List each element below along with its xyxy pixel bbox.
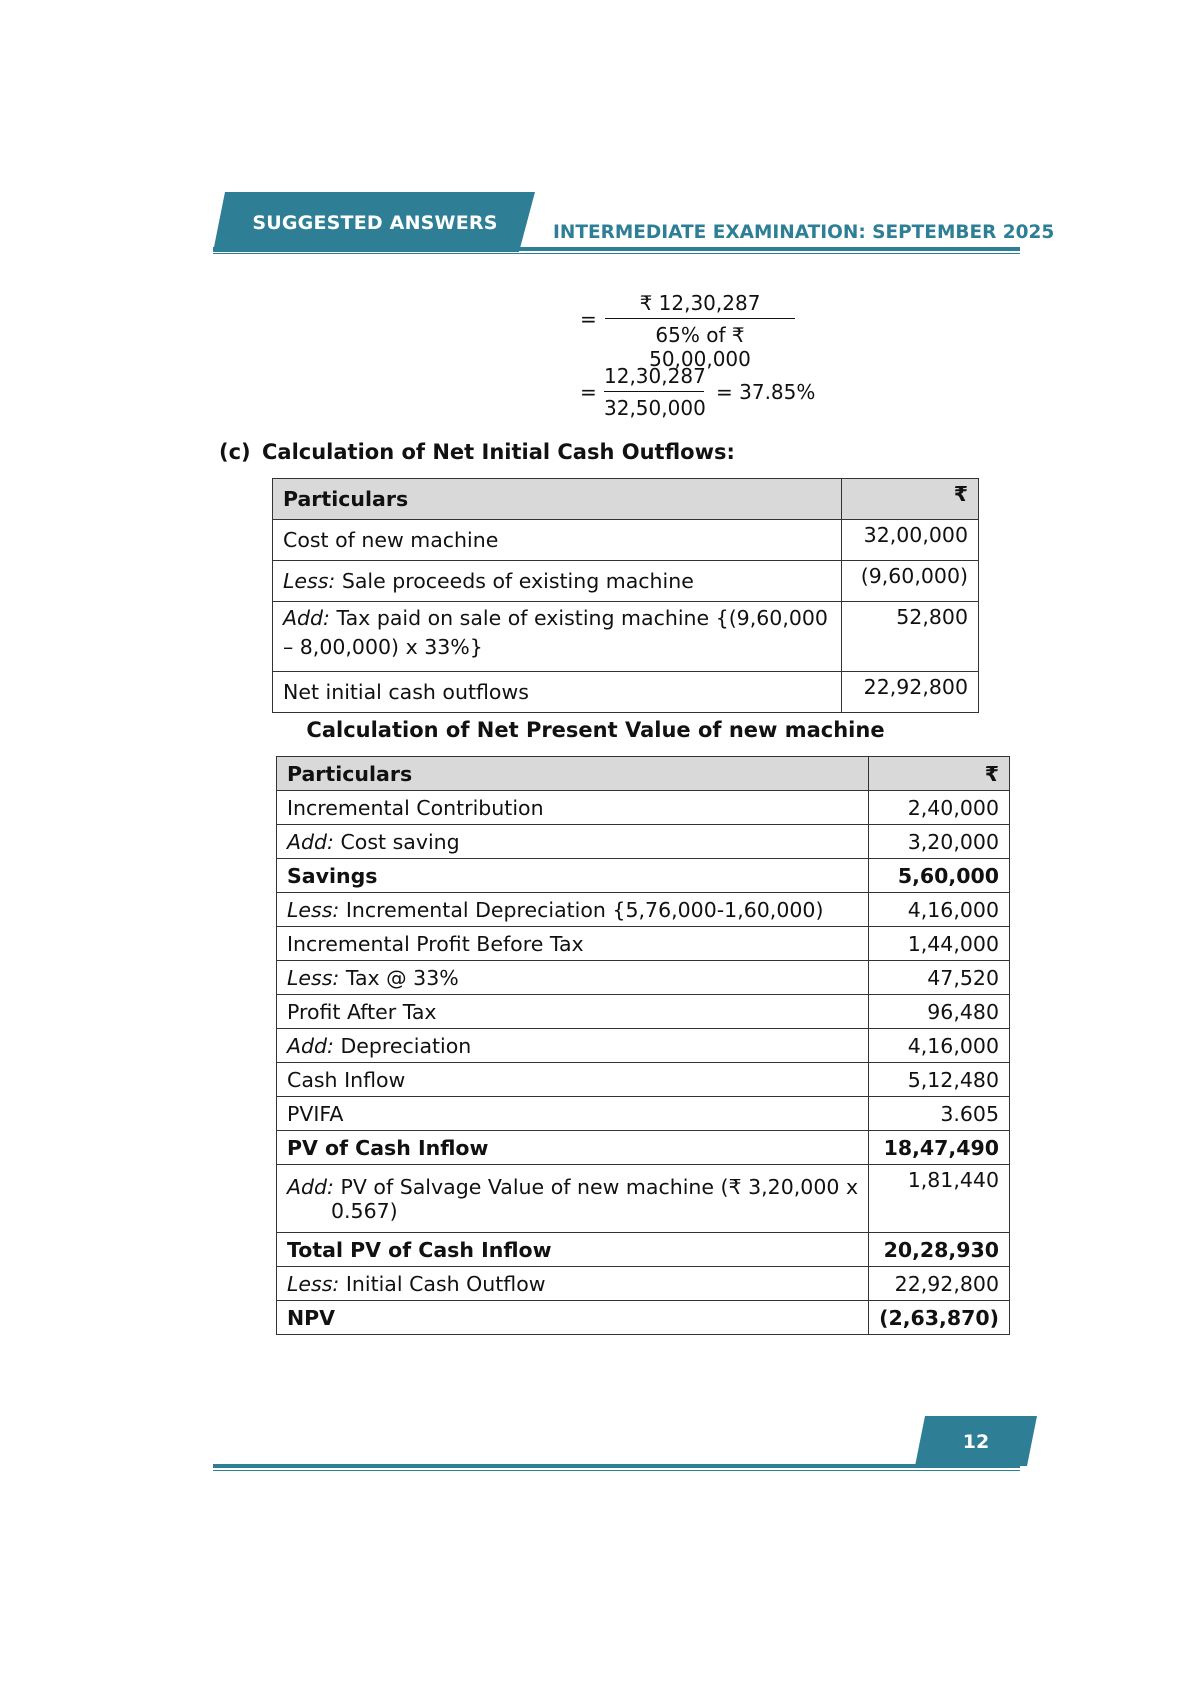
- row-particular: Add: Tax paid on sale of existing machine {(9,60,000 – 8,00,000) x 33%}: [273, 602, 842, 672]
- table-row: [277, 1233, 1010, 1267]
- row-particular: Add: Cost saving: [277, 825, 869, 859]
- table-row: [277, 1131, 1010, 1165]
- header-particulars: Particulars: [273, 479, 842, 520]
- row-particular: Add: Depreciation: [277, 1029, 869, 1063]
- row-amount: 96,480: [869, 995, 1010, 1029]
- row-amount: 5,12,480: [869, 1063, 1010, 1097]
- table-row: [277, 1029, 1010, 1063]
- row-amount: 52,800: [842, 602, 979, 672]
- fraction-2-denominator: 32,50,000: [604, 396, 706, 420]
- table-row: [273, 561, 979, 602]
- table-row: [277, 1097, 1010, 1131]
- row-particular: Cost of new machine: [273, 520, 842, 561]
- table-row: [273, 602, 979, 672]
- footer-rule-thin: [213, 1470, 1020, 1471]
- row-amount: 3.605: [869, 1097, 1010, 1131]
- header-tab-label: SUGGESTED ANSWERS: [252, 212, 498, 234]
- row-particular: PV of Cash Inflow: [277, 1131, 869, 1165]
- row-particular: Add: PV of Salvage Value of new machine (₹ 3,20,000 x 0.567): [277, 1165, 869, 1233]
- row-particular: Incremental Contribution: [277, 791, 869, 825]
- section-c-title: Calculation of Net Initial Cash Outflows:: [262, 440, 735, 464]
- table-row: [277, 893, 1010, 927]
- header-particulars: Particulars: [277, 757, 869, 791]
- table-row: [277, 1301, 1010, 1335]
- row-particular: Less: Initial Cash Outflow: [277, 1267, 869, 1301]
- row-amount: (2,63,870): [869, 1301, 1010, 1335]
- row-amount: 47,520: [869, 961, 1010, 995]
- header-amount: ₹: [842, 479, 979, 520]
- table-row: [273, 672, 979, 713]
- row-particular: PVIFA: [277, 1097, 869, 1131]
- table-header-row: [273, 479, 979, 520]
- fraction-2: [604, 364, 704, 420]
- row-amount: 5,60,000: [869, 859, 1010, 893]
- section-c-label: (c): [219, 440, 251, 464]
- row-amount: 4,16,000: [869, 893, 1010, 927]
- initial-outflow-table: [272, 478, 979, 713]
- table-row: [277, 1063, 1010, 1097]
- header-rule-thin: [213, 253, 1020, 254]
- row-amount: 3,20,000: [869, 825, 1010, 859]
- row-particular: Total PV of Cash Inflow: [277, 1233, 869, 1267]
- fraction-1-numerator: ₹ 12,30,287: [605, 291, 795, 319]
- row-amount: 22,92,800: [842, 672, 979, 713]
- row-particular: NPV: [277, 1301, 869, 1335]
- footer-rule: [213, 1464, 1020, 1468]
- equals-sign: =: [580, 307, 597, 331]
- npv-table-title: Calculation of Net Present Value of new machine: [306, 718, 885, 742]
- row-particular: Less: Sale proceeds of existing machine: [273, 561, 842, 602]
- row-particular: Profit After Tax: [277, 995, 869, 1029]
- ratio-result: = 37.85%: [716, 380, 816, 404]
- row-particular: Less: Tax @ 33%: [277, 961, 869, 995]
- row-amount: 22,92,800: [869, 1267, 1010, 1301]
- npv-table: [276, 756, 1010, 1335]
- section-c-heading: [219, 440, 735, 464]
- row-particular: Incremental Profit Before Tax: [277, 927, 869, 961]
- table-row: [273, 520, 979, 561]
- table-row: [277, 995, 1010, 1029]
- row-particular: Cash Inflow: [277, 1063, 869, 1097]
- row-amount: 18,47,490: [869, 1131, 1010, 1165]
- equals-sign: =: [580, 380, 597, 404]
- row-particular: Less: Incremental Depreciation {5,76,000-1,60,000): [277, 893, 869, 927]
- row-amount: 2,40,000: [869, 791, 1010, 825]
- fraction-1: [605, 291, 795, 371]
- table-row: [277, 961, 1010, 995]
- fraction-2-numerator: 12,30,287: [604, 364, 704, 392]
- table-header-row: [277, 757, 1010, 791]
- row-particular: Net initial cash outflows: [273, 672, 842, 713]
- row-amount: 1,81,440: [869, 1165, 1010, 1233]
- header-amount: ₹: [869, 757, 1010, 791]
- fraction-1-denominator: 65% of ₹ 50,00,000: [649, 323, 751, 371]
- row-amount: (9,60,000): [842, 561, 979, 602]
- table-row: [277, 825, 1010, 859]
- page-number: 12: [962, 1431, 990, 1453]
- header-rule: [213, 247, 1020, 251]
- row-particular: Savings: [277, 859, 869, 893]
- table-row: [277, 791, 1010, 825]
- table-row: [277, 859, 1010, 893]
- table-row: [277, 927, 1010, 961]
- exam-title: INTERMEDIATE EXAMINATION: SEPTEMBER 2025: [553, 222, 1055, 243]
- row-amount: 1,44,000: [869, 927, 1010, 961]
- row-amount: 20,28,930: [869, 1233, 1010, 1267]
- row-amount: 4,16,000: [869, 1029, 1010, 1063]
- table-row: [277, 1165, 1010, 1233]
- row-amount: 32,00,000: [842, 520, 979, 561]
- table-row: [277, 1267, 1010, 1301]
